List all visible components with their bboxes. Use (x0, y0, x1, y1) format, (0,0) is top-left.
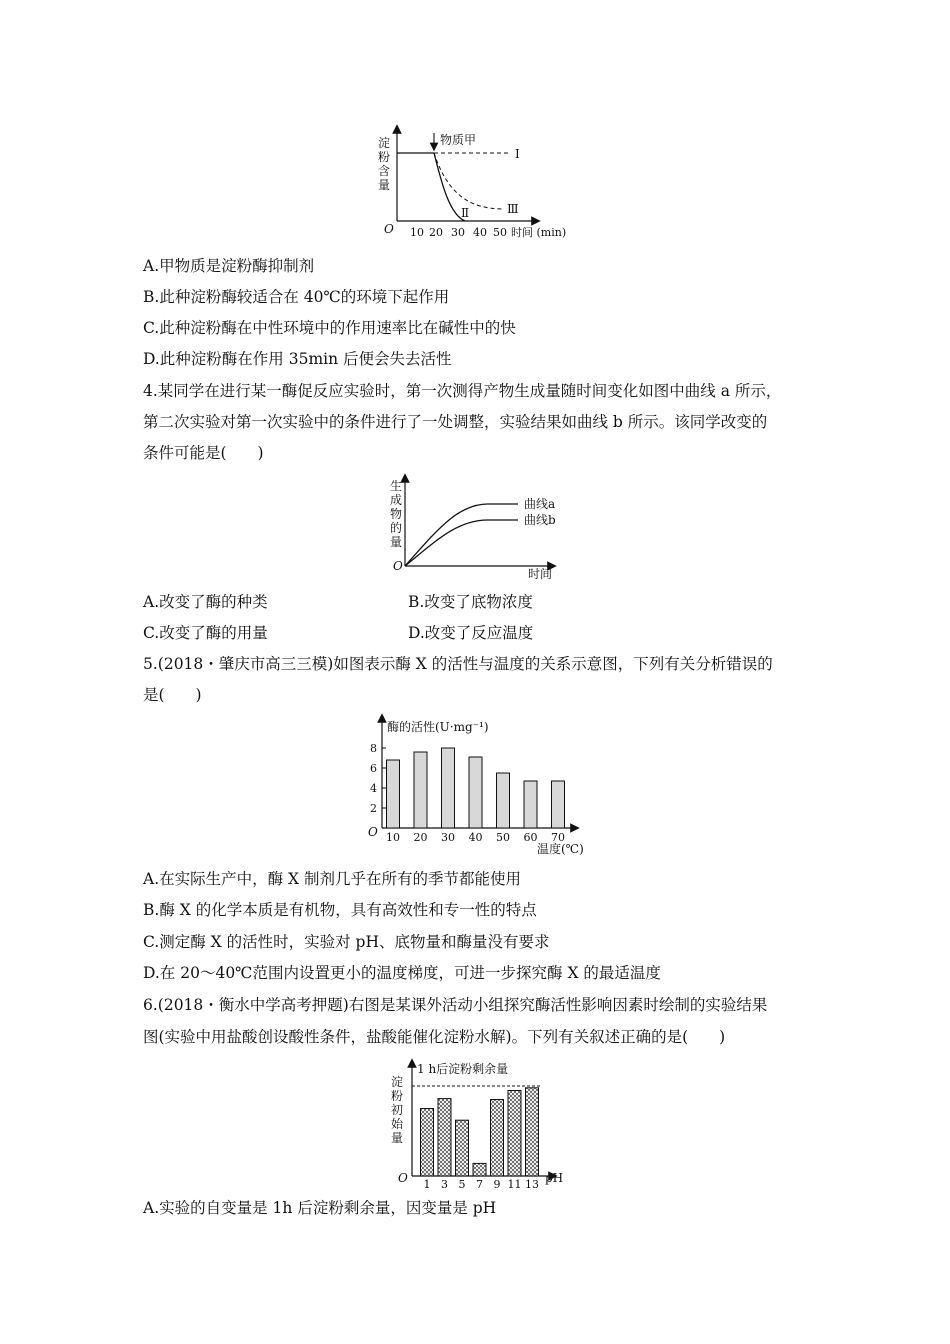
y-tick-label: 4 (370, 782, 377, 795)
q6-stem-line-1: 6.(2018・衡水中学高考押题)右图是某课外活动小组探究酶活性影响因素时绘制的实验结果 (143, 996, 768, 1014)
svg-text:10: 10 (410, 226, 424, 239)
svg-text:量: 量 (391, 1131, 404, 1145)
y-axis-label (391, 1074, 404, 1145)
svg-text:含: 含 (378, 164, 391, 178)
q6-stem-line-2: 图(实验中用盐酸创设酸性条件，盐酸能催化淀粉水解)。下列有关叙述正确的是( ) (143, 1028, 726, 1046)
x-axis-label: pH (545, 1171, 564, 1185)
q4-option-b: B.改变了底物浓度 (408, 593, 533, 611)
svg-text:生: 生 (390, 479, 403, 493)
x-tick-label: 7 (476, 1178, 483, 1191)
x-tick-label: 9 (493, 1178, 501, 1191)
q5-stem-line-2: 是( ) (143, 686, 202, 704)
x-tick-label: 30 (441, 831, 455, 844)
x-tick-label: 10 (386, 831, 400, 844)
bar-ph-13 (526, 1088, 539, 1176)
x-tick-label: 13 (525, 1178, 539, 1191)
q6-option-a: A.实验的自变量是 1h 后淀粉剩余量，因变量是 pH (143, 1199, 497, 1217)
svg-text:50: 50 (493, 226, 507, 239)
curve-II-label: Ⅱ (461, 206, 470, 220)
x-tick-label: 70 (551, 831, 565, 844)
q4-stem-line-2: 第二次实验对第一次实验中的条件进行了一处调整，实验结果如曲线 b 所示。该同学改变的 (143, 413, 768, 431)
q3-option-c: C.此种淀粉酶在中性环境中的作用速率比在碱性中的快 (143, 319, 516, 337)
q4-option-c: C.改变了酶的用量 (143, 624, 268, 642)
x-tick-label: 5 (458, 1178, 466, 1191)
bar-70 (552, 781, 565, 828)
y-tick-label: 8 (370, 742, 377, 755)
svg-text:40: 40 (473, 226, 487, 239)
q5-option-c: C.测定酶 X 的活性时，实验对 pH、底物量和酶量没有要求 (143, 933, 550, 951)
q5-stem-line-1: 5.(2018・肇庆市高三三模)如图表示酶 X 的活性与温度的关系示意图，下列有关分析错误的 (143, 655, 773, 673)
x-tick-label: 40 (468, 831, 483, 844)
origin-label: O (398, 1171, 408, 1185)
chart-title: 1 h后淀粉剩余量 (417, 1062, 509, 1076)
bar-ph-7 (473, 1163, 486, 1176)
bar-ph-3 (438, 1099, 451, 1176)
curve-a (405, 504, 518, 566)
q3-option-b: B.此种淀粉酶较适合在 40℃的环境下起作用 (143, 288, 450, 306)
x-tick-label: 20 (413, 831, 428, 844)
q3-option-a: A.甲物质是淀粉酶抑制剂 (143, 257, 315, 275)
bar-ph-5 (456, 1120, 469, 1176)
q4-option-a: A.改变了酶的种类 (143, 593, 268, 611)
y-tick-label: 6 (370, 762, 377, 775)
annotation-label: 物质甲 (440, 133, 477, 147)
bar-ph-11 (508, 1091, 521, 1177)
bar-50 (497, 773, 510, 828)
y-axis-label: 酶的活性(U·mg⁻¹) (387, 720, 489, 734)
curve-III (434, 153, 504, 209)
x-tick-label: 1 (423, 1178, 431, 1191)
curve-b-label: 曲线b (524, 513, 556, 527)
figure-product-time (378, 474, 578, 584)
svg-text:初: 初 (391, 1103, 404, 1117)
x-axis-label: 时间 (min) (511, 226, 567, 239)
x-tick-labels (410, 226, 507, 239)
bar-20 (414, 752, 427, 828)
x-axis-label: 温度(℃) (537, 842, 584, 856)
x-tick-label: 11 (507, 1178, 522, 1191)
q5-option-d: D.在 20～40℃范围内设置更小的温度梯度，可进一步探究酶 X 的最适温度 (143, 964, 661, 982)
q3-option-d: D.此种淀粉酶在作用 35min 后便会失去活性 (143, 350, 452, 368)
bar-ph-9 (491, 1100, 504, 1177)
origin-label: O (384, 222, 394, 236)
x-axis-label: 时间 (528, 567, 553, 581)
svg-text:淀: 淀 (378, 136, 391, 150)
svg-text:30: 30 (451, 226, 465, 239)
q5-option-a: A.在实际生产中，酶 X 制剂几乎在所有的季节都能使用 (143, 870, 522, 888)
svg-text:成: 成 (390, 493, 403, 507)
svg-text:粉: 粉 (378, 150, 391, 164)
y-tick-label: 2 (370, 802, 377, 815)
chart-starch-ph (385, 1058, 575, 1191)
curve-I-label: Ⅰ (515, 147, 520, 161)
curve-a-label: 曲线a (524, 497, 556, 511)
svg-text:量: 量 (378, 178, 391, 192)
chart-enzyme-activity (365, 713, 595, 858)
q4-option-d: D.改变了反应温度 (408, 624, 534, 642)
svg-text:量: 量 (390, 535, 403, 549)
bar-30 (442, 748, 455, 828)
x-tick-label: 3 (441, 1178, 448, 1191)
origin-label: O (393, 559, 403, 573)
svg-text:的: 的 (390, 521, 403, 535)
figure-starch-time (370, 125, 580, 243)
bar-60 (524, 781, 537, 828)
svg-text:淀: 淀 (391, 1075, 404, 1089)
svg-text:始: 始 (391, 1117, 404, 1131)
svg-text:20: 20 (429, 226, 443, 239)
y-axis-label (390, 478, 402, 549)
svg-text:物: 物 (390, 507, 403, 521)
x-tick-label: 60 (523, 831, 538, 844)
q5-option-b: B.酶 X 的化学本质是有机物，具有高效性和专一性的特点 (143, 901, 537, 919)
origin-label: O (368, 825, 378, 839)
bar-ph-1 (421, 1109, 434, 1177)
curve-b (405, 520, 518, 566)
y-axis-label (378, 135, 390, 192)
q4-stem-line-3: 条件可能是( ) (143, 444, 264, 462)
svg-text:粉: 粉 (391, 1089, 404, 1103)
bar-10 (387, 760, 400, 828)
x-tick-label: 50 (496, 831, 510, 844)
curve-III-label: Ⅲ (507, 202, 519, 216)
bar-40 (469, 757, 482, 828)
q4-stem-line-1: 4.某同学在进行某一酶促反应实验时，第一次测得产物生成量随时间变化如图中曲线 a 所示， (143, 382, 782, 400)
